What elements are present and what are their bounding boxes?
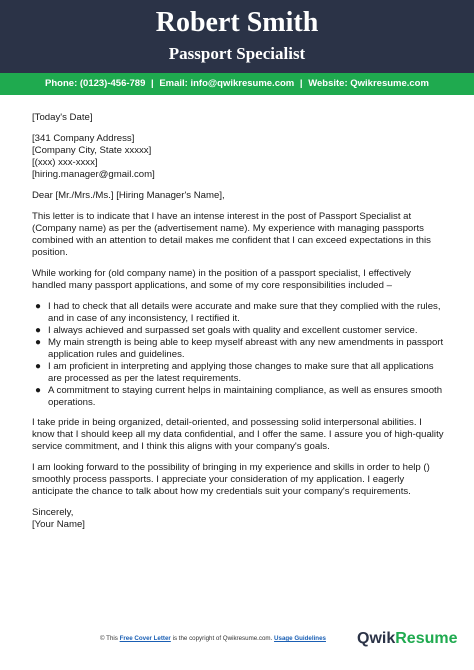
responsibilities-list <box>32 301 444 409</box>
usage-guidelines-link[interactable]: Usage Guidelines <box>274 635 326 642</box>
list-item: ● My main strength is being able to keep myself abreast with any new amendments in passport application rules and guidelines. <box>35 337 444 360</box>
signoff: Sincerely, <box>32 507 74 518</box>
recipient-address <box>32 133 444 181</box>
list-item: ● I am proficient in interpreting and applying those changes to make sure that all applications are processed as per the latest requirements. <box>35 361 434 384</box>
contact-bar <box>0 73 474 95</box>
contact-phone: Phone: (0123)-456-789 <box>45 78 146 89</box>
footer <box>0 628 474 652</box>
list-item: ● A commitment to staying current helps in maintaining compliance, as well as ensures smooth operations. <box>35 385 443 408</box>
contact-email[interactable]: Email: info@qwikresume.com <box>159 78 295 89</box>
closing-paragraph: I am looking forward to the possibility of bringing in my experience and skills in order to help () smoothly process passports. I appreciate your consideration of my application. I eagerly anticipate the chance to talk about how my credentials suit your company's requirements. <box>32 462 430 497</box>
bullet-icon: ● <box>35 385 42 396</box>
contact-separator: | <box>299 78 303 89</box>
bullet-icon: ● <box>35 337 42 348</box>
contact-separator: | <box>151 78 154 89</box>
copyright-note: © This Free Cover Letter is the copyright of Qwikresume.com. Usage Guidelines <box>100 635 326 642</box>
lead-in-paragraph: While working for (old company name) in the position of a passport specialist, I effectively handled many passport applications, and some of my core responsibilities included – <box>32 268 411 291</box>
letter-date: [Today's Date] <box>32 112 93 123</box>
bullet-icon: ● <box>35 361 42 372</box>
address-line: [Company City, State xxxxx] <box>32 145 152 156</box>
job-title: Passport Specialist <box>168 44 306 63</box>
applicant-name: Robert Smith <box>155 7 319 38</box>
intro-paragraph: This letter is to indicate that I have an intense interest in the post of Passport Specialist at (Company name) as per the (advertisement name). My experience with managing passports combined with an attention to detail makes me confident that I can exceed expectations in this position. <box>32 211 431 258</box>
qwikresume-logo[interactable]: QwikResume <box>357 630 458 647</box>
bullet-icon: ● <box>35 325 42 336</box>
signoff-block <box>32 507 444 531</box>
letter-body <box>32 112 444 531</box>
header-banner <box>0 0 474 73</box>
list-item: ● I had to check that all details were accurate and make sure that they complied with the rules, and in case of any inconsistency, I rectified it. <box>35 301 441 324</box>
free-cover-letter-link[interactable]: Free Cover Letter <box>119 635 171 642</box>
pride-paragraph: I take pride in being organized, detail-oriented, and possessing solid interpersonal abilities. I know that I should keep all my data confidential, and I offer the same. I assure you of high-quality service commitment, and I think this aligns with your company's goals. <box>32 417 444 452</box>
list-item: ● I always achieved and surpassed set goals with quality and excellent customer service. <box>35 325 418 336</box>
address-line: [hiring.manager@gmail.com] <box>32 169 155 180</box>
salutation: Dear [Mr./Mrs./Ms.] [Hiring Manager's Name], <box>32 190 225 201</box>
address-line: [(xxx) xxx-xxxx] <box>32 157 98 168</box>
bullet-icon: ● <box>35 301 42 312</box>
contact-website[interactable]: Website: Qwikresume.com <box>308 78 429 89</box>
address-line: [341 Company Address] <box>32 133 135 144</box>
signature: [Your Name] <box>32 519 85 530</box>
